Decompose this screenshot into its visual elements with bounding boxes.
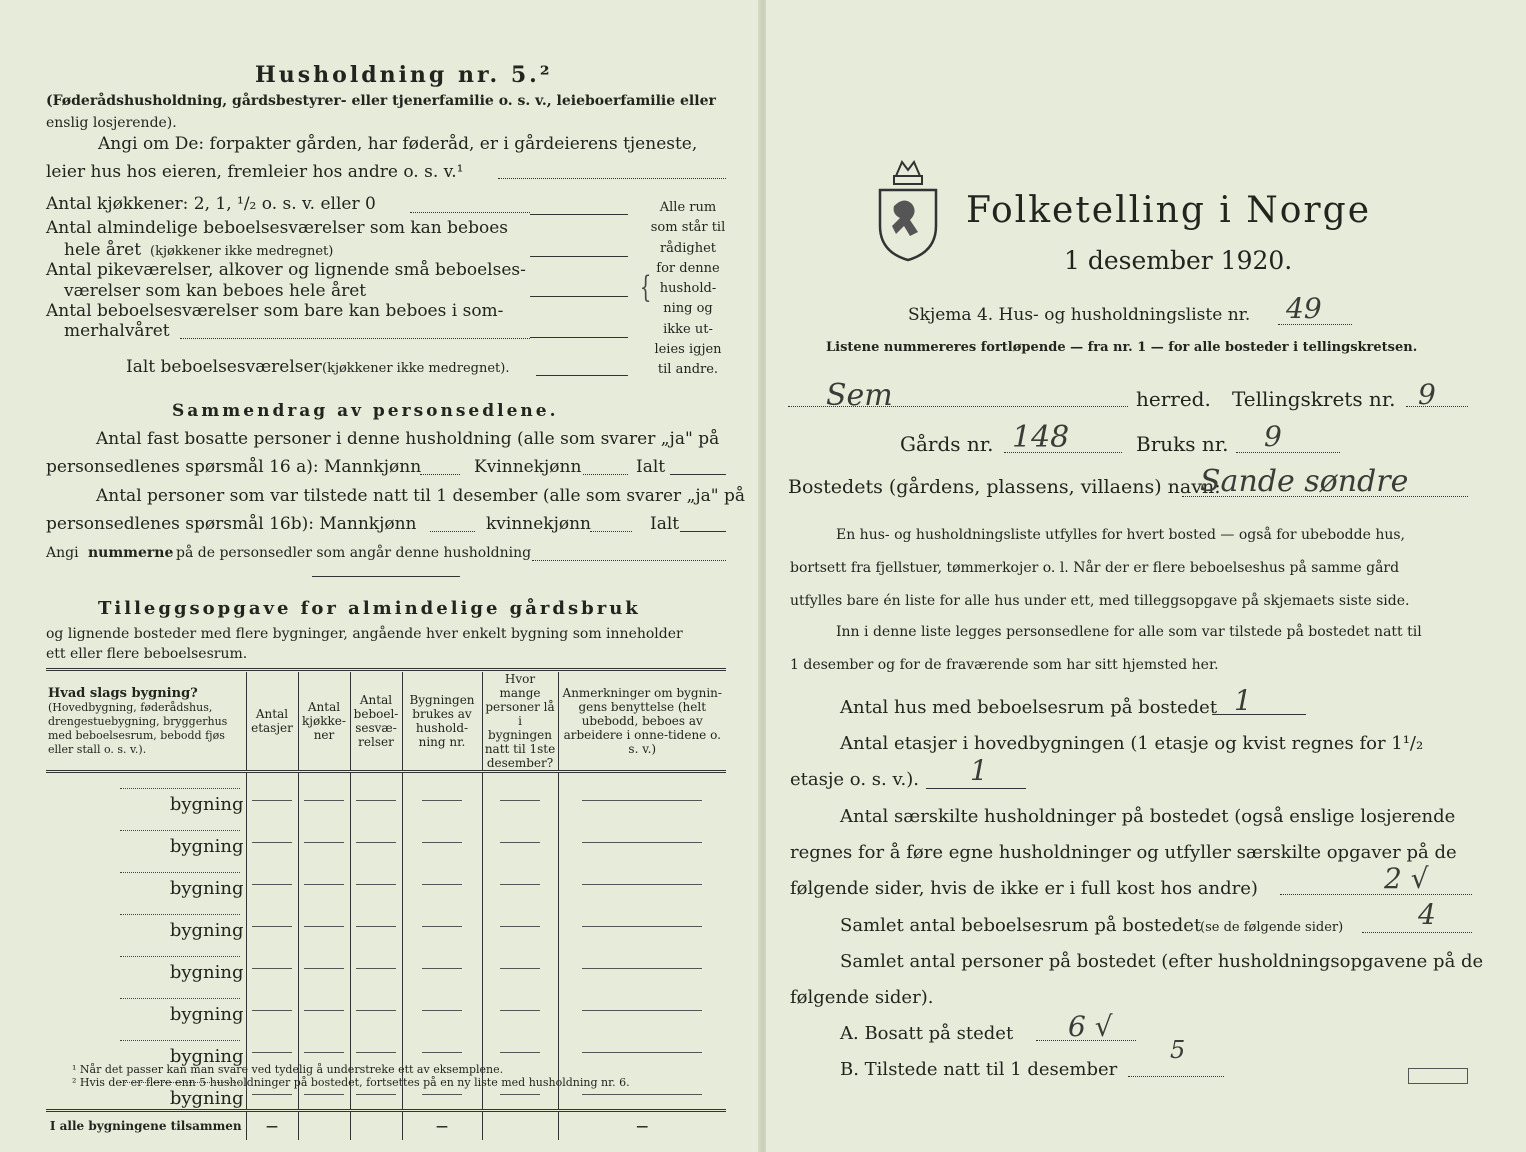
- total-rooms-label: Ialt beboelsesværelser: [126, 357, 322, 377]
- kitchens-label: Antal kjøkkener: 2, 1, ¹/₂ o. s. v. eller 0: [46, 194, 376, 214]
- building-row-label: [46, 941, 246, 983]
- female-resident-line: [583, 474, 628, 475]
- building-cell-line: [582, 784, 702, 801]
- col-remarks: Anmerkninger om bygnin-gens benyttelse (helt ubebodd, beboes av arbeidere i onne-tidene o. s. v.): [558, 672, 726, 772]
- summer-rooms-label: Antal beboelsesværelser som bare kan beboes i som-: [46, 301, 504, 321]
- building-cell-line: [252, 784, 292, 801]
- col-floors: Antal etasjer: [246, 672, 298, 772]
- angi-fill-line: [498, 178, 726, 179]
- summary-line-3: Antal personer som var tilstede natt til 1 desember (alle som svarer „ja" på: [96, 486, 746, 506]
- building-row-label: [46, 1025, 246, 1067]
- building-cell: [402, 941, 482, 983]
- gards-line: [1004, 452, 1122, 453]
- side-note: [648, 198, 728, 381]
- building-cell: [246, 772, 298, 816]
- building-cell: [298, 857, 350, 899]
- building-cell: [246, 857, 298, 899]
- building-row-text: bygning: [169, 1004, 244, 1025]
- building-cell-line: [356, 994, 396, 1011]
- building-cell: [298, 983, 350, 1025]
- building-cell-line: [252, 994, 292, 1011]
- summary-line-2: personsedlenes spørsmål 16 a): Mannkjønn: [46, 457, 422, 477]
- building-row-text: bygning: [169, 836, 244, 857]
- building-cell-line: [356, 868, 396, 885]
- gards-value: 148: [1012, 420, 1070, 455]
- building-row-label: [46, 857, 246, 899]
- resident-label: A. Bosatt på stedet: [840, 1023, 1014, 1044]
- building-cell: [298, 815, 350, 857]
- building-cell: [482, 983, 558, 1025]
- building-cell-line: [356, 952, 396, 969]
- summary-line-4: personsedlenes spørsmål 16b): Mannkjønn: [46, 514, 417, 534]
- supplement-title: Tilleggsopgave for almindelige gårdsbruk: [98, 598, 641, 619]
- building-row: [46, 899, 726, 941]
- numbers-line: [532, 560, 726, 561]
- side-note-line: rådighet: [659, 240, 717, 256]
- angi-label: Angi: [46, 545, 79, 561]
- tellingskrets-line: [1406, 406, 1468, 407]
- building-row: [46, 815, 726, 857]
- rooms-answer-line: [530, 256, 628, 257]
- households-value: 2 √: [1384, 862, 1429, 895]
- instructions-5: 1 desember og for de fraværende som har sitt hjemsted her.: [790, 657, 1219, 673]
- tellingskrets-label: Tellingskrets nr.: [1232, 387, 1396, 411]
- building-cell: [246, 1025, 298, 1067]
- building-cell-line: [582, 910, 702, 927]
- floors-value: 1: [970, 754, 988, 787]
- building-cell: [558, 899, 726, 941]
- building-name-line: [120, 830, 240, 831]
- building-name-line: [120, 1040, 240, 1041]
- building-cell-line: [500, 868, 540, 885]
- building-cell-line: [252, 826, 292, 843]
- rooms-total-line: [1362, 932, 1472, 933]
- female-present-label: kvinnekjønn: [486, 514, 592, 534]
- female-present-line: [590, 531, 632, 532]
- building-cell: [402, 815, 482, 857]
- floors-label-2: etasje o. s. v.).: [790, 769, 919, 790]
- building-row-label: [46, 983, 246, 1025]
- kitchens-answer-line: [530, 214, 628, 215]
- present-line: [1128, 1076, 1224, 1077]
- summer-rooms-dots: [180, 338, 530, 339]
- building-cell: [350, 1025, 402, 1067]
- building-cell: [350, 857, 402, 899]
- side-note-line: ikke ut-: [663, 321, 713, 337]
- building-cell: [558, 815, 726, 857]
- table-top-rule: [46, 668, 726, 671]
- list-number-value: 49: [1286, 292, 1322, 325]
- supplement-line-1: og lignende bosteder med flere bygninger, angående hver enkelt bygning som inneholder: [46, 626, 683, 642]
- building-cell-line: [582, 868, 702, 885]
- col-building-type-note: (Hovedbygning, føderådshus, drengestuebygning, bryggerhus med beboelsesrum, bebodd fjøs eller stall o. s. v.).: [48, 700, 228, 756]
- col-building-type-label: Hvad slags bygning?: [48, 685, 198, 701]
- small-rooms-label-2: værelser som kan beboes hele året: [64, 281, 367, 301]
- herred-label: herred.: [1136, 387, 1211, 411]
- households-label-3: følgende sider, hvis de ikke er i full kost hos andre): [790, 878, 1258, 899]
- building-cell: [246, 983, 298, 1025]
- side-note-line: for denne: [656, 260, 720, 276]
- building-cell: [350, 772, 402, 816]
- small-rooms-label: Antal pikeværelser, alkover og lignende små beboelses-: [46, 260, 526, 280]
- building-cell-line: [304, 910, 344, 927]
- houses-value: 1: [1234, 684, 1252, 717]
- building-cell: [350, 899, 402, 941]
- instructions-4: Inn i denne liste legges personsedlene for alle som var tilstede på bostedet natt til: [836, 624, 1422, 640]
- building-cell-line: [422, 952, 462, 969]
- total-cell: —: [402, 1111, 482, 1141]
- total-present-line: [680, 531, 726, 532]
- building-name-line: [120, 998, 240, 999]
- rooms-total-value: 4: [1418, 898, 1436, 931]
- building-cell: [246, 815, 298, 857]
- col-persons: Hvor mange personer lå i bygningen natt til 1ste desember?: [482, 672, 558, 772]
- bruks-value: 9: [1264, 420, 1282, 453]
- building-cell-line: [356, 784, 396, 801]
- nummerne-label: nummerne: [88, 545, 174, 561]
- building-cell-line: [252, 952, 292, 969]
- summer-rooms-answer-line: [530, 337, 628, 338]
- total-resident-line: [670, 474, 726, 475]
- building-cell-line: [500, 1036, 540, 1053]
- norway-coat-of-arms-icon: [874, 156, 942, 266]
- persons-label: Samlet antal personer på bostedet (efter husholdningsopgavene på de: [840, 951, 1484, 972]
- summer-rooms-label-2: merhalvåret: [64, 321, 170, 341]
- col-kitchens: Antal kjøkke-ner: [298, 672, 350, 772]
- rooms-label-2: hele året: [64, 240, 142, 260]
- floors-label: Antal etasjer i hovedbygningen (1 etasje og kvist regnes for 1¹/₂: [840, 733, 1424, 754]
- side-note-line: som står til: [650, 220, 726, 236]
- building-cell-line: [582, 1036, 702, 1053]
- side-note-line: til andre.: [657, 362, 719, 378]
- side-note-line: ning og: [663, 301, 713, 317]
- building-cell: [350, 815, 402, 857]
- footnote-2: ² Hvis der er flere enn 5 husholdninger på bostedet, fortsettes på en ny liste med husholdning nr. 6.: [72, 1076, 630, 1089]
- building-cell-line: [500, 784, 540, 801]
- rooms-total-label: Samlet antal beboelsesrum på bostedet: [840, 915, 1202, 936]
- building-cell: [482, 857, 558, 899]
- household-subtitle-1: (Føderådshusholdning, gårdsbestyrer- eller tjenerfamilie o. s. v., leieboerfamilie eller: [46, 93, 716, 109]
- building-cell: [402, 1025, 482, 1067]
- schema-label: Skjema 4. Hus- og husholdningsliste nr.: [908, 305, 1251, 325]
- building-row-text: bygning: [169, 962, 244, 983]
- building-cell-line: [500, 952, 540, 969]
- building-cell: [402, 857, 482, 899]
- building-cell-line: [304, 1036, 344, 1053]
- kitchens-dots: [410, 212, 530, 213]
- building-cell-line: [304, 868, 344, 885]
- building-row: [46, 941, 726, 983]
- building-cell: [246, 899, 298, 941]
- persons-label-2: følgende sider).: [790, 987, 934, 1008]
- total-rooms-answer-line: [536, 375, 628, 376]
- building-cell: [482, 772, 558, 816]
- building-cell-line: [356, 1036, 396, 1053]
- summary-title: Sammendrag av personsedlene.: [172, 401, 559, 421]
- female-label: Kvinnekjønn: [474, 457, 582, 477]
- bruks-label: Bruks nr.: [1136, 432, 1229, 456]
- building-cell: [482, 815, 558, 857]
- building-row-text: bygning: [169, 920, 244, 941]
- building-cell-line: [422, 868, 462, 885]
- building-cell: [558, 941, 726, 983]
- side-note-line: hushold-: [659, 281, 717, 297]
- list-number-line: [1278, 324, 1352, 325]
- building-cell: [350, 983, 402, 1025]
- building-cell: [558, 772, 726, 816]
- building-row: [46, 772, 726, 816]
- total-rooms-note: (kjøkkener ikke medregnet).: [322, 361, 510, 376]
- building-row: [46, 983, 726, 1025]
- col-household: Bygningen brukes av hushold-ning nr.: [402, 672, 482, 772]
- building-row-text: bygning: [169, 1046, 244, 1067]
- building-row-label: [46, 772, 246, 816]
- building-cell-line: [582, 952, 702, 969]
- building-row-text: bygning: [169, 1088, 244, 1109]
- building-name-line: [120, 872, 240, 873]
- right-page: [766, 0, 1526, 1152]
- building-cell: [482, 899, 558, 941]
- brace: {: [639, 270, 652, 305]
- tellingskrets-value: 9: [1418, 378, 1436, 411]
- summary-line-1: Antal fast bosatte personer i denne husholdning (alle som svarer „ja" på: [96, 429, 720, 449]
- ialt-label: Ialt: [636, 457, 666, 477]
- angi-rest-label: på de personsedler som angår denne husholdning: [176, 545, 532, 561]
- census-title: Folketelling i Norge: [966, 190, 1371, 231]
- present-label: B. Tilstede natt til 1 desember: [840, 1059, 1118, 1080]
- households-label: Antal særskilte husholdninger på bostedet (også enslige losjerende: [840, 806, 1456, 827]
- resident-value: 6 √: [1068, 1010, 1113, 1043]
- building-cell: [402, 899, 482, 941]
- building-cell: [558, 1025, 726, 1067]
- building-cell-line: [582, 826, 702, 843]
- building-cell: [482, 941, 558, 983]
- small-rooms-answer-line: [530, 296, 628, 297]
- angi-line-1: Angi om De: forpakter gården, har føderåd, er i gårdeierens tjeneste,: [98, 134, 698, 154]
- building-cell-line: [500, 910, 540, 927]
- building-cell-line: [500, 826, 540, 843]
- rooms-label: Antal almindelige beboelsesværelser som kan beboes: [46, 218, 508, 238]
- building-cell: [558, 857, 726, 899]
- building-cell-line: [422, 1036, 462, 1053]
- building-row: [46, 1025, 726, 1067]
- building-name-line: [120, 914, 240, 915]
- building-name-line: [120, 956, 240, 957]
- bruks-line: [1236, 452, 1340, 453]
- supplement-line-2: ett eller flere beboelsesrum.: [46, 646, 248, 662]
- col-building-type: [46, 672, 246, 772]
- side-note-line: leies igjen: [654, 342, 722, 358]
- resident-line: [1036, 1040, 1136, 1041]
- household-subtitle-2: enslig losjerende).: [46, 115, 177, 131]
- building-cell: [350, 941, 402, 983]
- rooms-total-note: (se de følgende sider): [1200, 920, 1344, 935]
- building-row: [46, 857, 726, 899]
- building-cell-line: [422, 826, 462, 843]
- census-date: 1 desember 1920.: [1064, 246, 1293, 275]
- total-cell: [350, 1111, 402, 1141]
- building-cell: [246, 941, 298, 983]
- gards-label: Gårds nr.: [900, 432, 994, 456]
- houses-line: [1212, 714, 1306, 715]
- instructions-3: utfylles bare én liste for alle hus under ett, med tilleggsopgave på skjemaets siste side.: [790, 593, 1410, 609]
- building-cell: [298, 941, 350, 983]
- ialt-present-label: Ialt: [650, 514, 680, 534]
- building-cell: [298, 1025, 350, 1067]
- building-cell-line: [252, 1036, 292, 1053]
- footnote-1: ¹ Når det passer kan man svare ved tydelig å understreke ett av eksemplene.: [72, 1063, 504, 1076]
- total-cell: [482, 1111, 558, 1141]
- total-row: [46, 1111, 726, 1141]
- total-cell: —: [558, 1111, 726, 1141]
- building-cell-line: [304, 952, 344, 969]
- building-cell-line: [582, 994, 702, 1011]
- total-cell: [298, 1111, 350, 1141]
- building-cell-line: [304, 826, 344, 843]
- building-cell-line: [422, 784, 462, 801]
- instructions-1: En hus- og husholdningsliste utfylles for hvert bosted — også for ubebodde hus,: [836, 527, 1405, 543]
- building-row-text: bygning: [169, 878, 244, 899]
- building-cell-line: [304, 784, 344, 801]
- herred-line: [788, 406, 1128, 407]
- col-rooms: Antal beboel-sesvæ-relser: [350, 672, 402, 772]
- building-cell-line: [356, 826, 396, 843]
- bosted-value: Sande søndre: [1200, 464, 1409, 499]
- households-label-2: regnes for å føre egne husholdninger og utfyller særskilte opgaver på de: [790, 842, 1457, 863]
- building-cell: [298, 899, 350, 941]
- numbering-note: Listene nummereres fortløpende — fra nr. 1 — for alle bosteder i tellingskretsen.: [826, 340, 1418, 355]
- building-cell: [298, 772, 350, 816]
- building-cell: [482, 1025, 558, 1067]
- building-row-label: [46, 899, 246, 941]
- household-title: Husholdning nr. 5.²: [255, 62, 553, 88]
- building-cell-line: [252, 910, 292, 927]
- building-cell-line: [356, 910, 396, 927]
- floors-line: [926, 788, 1026, 789]
- section-divider: [312, 576, 460, 577]
- building-cell-line: [304, 994, 344, 1011]
- building-cell-line: [500, 994, 540, 1011]
- bosted-line: [1182, 496, 1468, 497]
- instructions-2: bortsett fra fjellstuer, tømmerkojer o. l. Når der er flere beboelseshus på samme gård: [790, 560, 1400, 576]
- building-cell: [402, 772, 482, 816]
- households-line: [1280, 894, 1472, 895]
- angi-line-2: leier hus hos eieren, fremleier hos andre o. s. v.¹: [46, 162, 464, 182]
- building-cell-line: [252, 868, 292, 885]
- building-row-label: [46, 815, 246, 857]
- rooms-label-note: (kjøkkener ikke medregnet): [150, 244, 334, 259]
- building-row-text: bygning: [169, 794, 244, 815]
- side-note-line: Alle rum: [659, 200, 717, 215]
- herred-value: Sem: [826, 378, 893, 413]
- present-value: 5: [1170, 1036, 1186, 1064]
- total-row-label: I alle bygningene tilsammen: [46, 1111, 246, 1141]
- left-page: [0, 0, 760, 1152]
- bosted-label: Bostedets (gårdens, plassens, villaens) navn:: [788, 476, 1221, 498]
- male-resident-line: [420, 474, 460, 475]
- male-present-line: [430, 531, 475, 532]
- building-cell: [558, 983, 726, 1025]
- building-name-line: [120, 788, 240, 789]
- building-cell-line: [422, 910, 462, 927]
- building-cell: [402, 983, 482, 1025]
- houses-label: Antal hus med beboelsesrum på bostedet: [840, 697, 1218, 718]
- building-cell-line: [422, 994, 462, 1011]
- printer-stamp: [1408, 1068, 1468, 1084]
- total-cell: —: [246, 1111, 298, 1141]
